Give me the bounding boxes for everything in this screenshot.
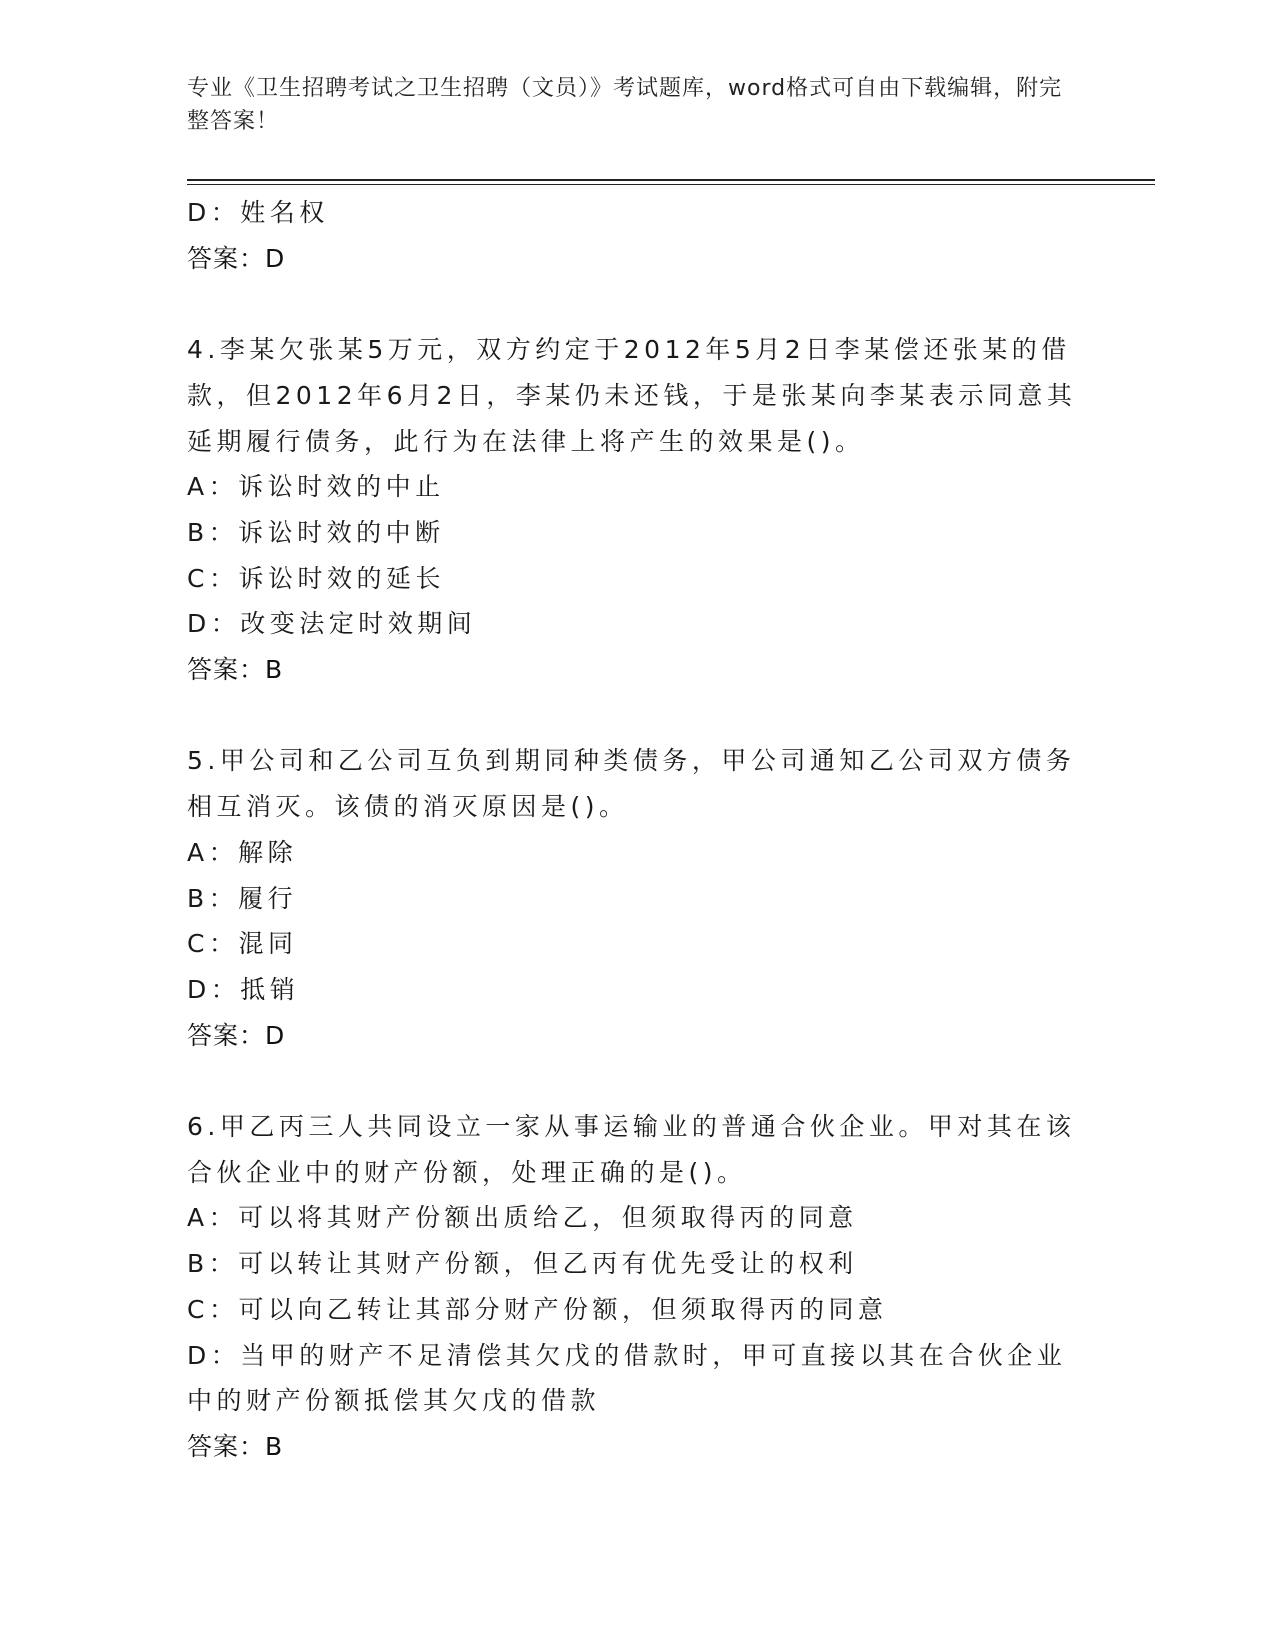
option-c: C：诉讼时效的延长 — [187, 563, 445, 593]
option-a: A：诉讼时效的中止 — [187, 472, 445, 502]
previous-question-option-d: D：姓名权 — [187, 198, 329, 227]
spacer — [187, 281, 1087, 327]
option-b: B：履行 — [187, 883, 298, 913]
document-body — [187, 190, 1087, 1470]
question-answer: 答案：B — [187, 655, 284, 685]
header-rule-thin — [187, 184, 1155, 185]
question-4 — [187, 327, 1087, 693]
header-rule-thick — [187, 179, 1155, 181]
question-answer: 答案：B — [187, 1431, 284, 1461]
option-c: C：可以向乙转让其部分财产份额，但须取得丙的同意 — [187, 1294, 888, 1324]
question-stem: 5.甲公司和乙公司互负到期同种类债务，甲公司通知乙公司双方债务相互消灭。该债的消灭原因是()。 — [187, 746, 1076, 822]
question-stem: 4.李某欠张某5万元，双方约定于2012年5月2日李某偿还张某的借款，但2012年6月2日，李某仍未还钱，于是张某向李某表示同意其延期履行债务，此行为在法律上将产生的效果是()。 — [187, 335, 1077, 456]
option-b: B：可以转让其财产份额，但乙丙有优先受让的权利 — [187, 1249, 858, 1279]
option-d: D：当甲的财产不足清偿其欠戊的借款时，甲可直接以其在合伙企业中的财产份额抵偿其欠戊的借款 — [187, 1340, 1067, 1416]
spacer — [187, 1058, 1087, 1104]
option-a: A：可以将其财产份额出质给乙，但须取得丙的同意 — [187, 1203, 858, 1233]
question-5 — [187, 738, 1087, 1058]
option-d: D：抵销 — [187, 974, 300, 1004]
question-answer: 答案：D — [187, 1020, 286, 1050]
question-stem: 6.甲乙丙三人共同设立一家从事运输业的普通合伙企业。甲对其在该合伙企业中的财产份额，处理正确的是()。 — [187, 1112, 1076, 1187]
previous-question-answer: 答案：D — [187, 243, 286, 273]
option-c: C：混同 — [187, 929, 298, 959]
document-header: 专业《卫生招聘考试之卫生招聘（文员）》考试题库，word格式可自由下载编辑，附完整答案！ — [187, 76, 1063, 134]
option-b: B：诉讼时效的中断 — [187, 517, 445, 547]
question-6 — [187, 1104, 1087, 1470]
option-a: A：解除 — [187, 837, 298, 867]
option-d: D：改变法定时效期间 — [187, 609, 477, 639]
spacer — [187, 693, 1087, 739]
